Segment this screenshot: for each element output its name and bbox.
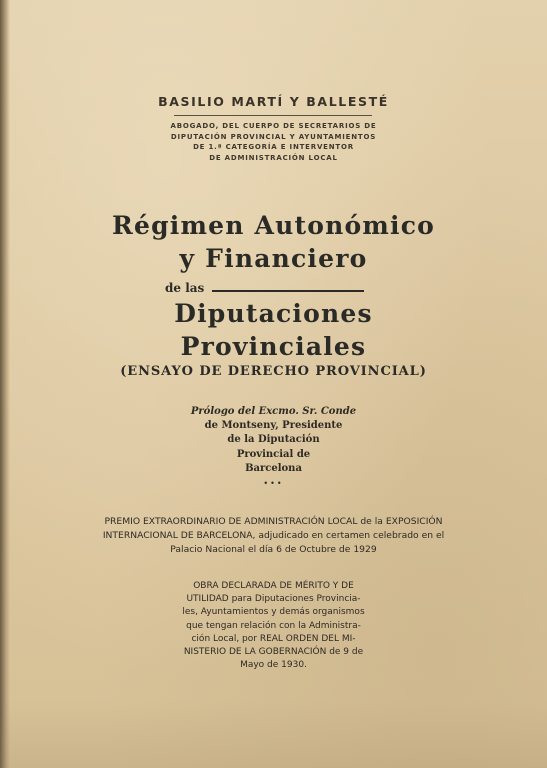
subtitle: (ENSAYO DE DERECHO PROVINCIAL)	[120, 364, 427, 379]
prologue-line: de Montseny, Presidente	[204, 420, 343, 432]
author-divider	[174, 115, 372, 116]
award-line: PREMIO EXTRAORDINARIO DE ADMINISTRACIÓN LOCAL de la EXPOSICIÓN	[104, 516, 443, 527]
prologue-credit	[0, 405, 547, 476]
prologue-line: Provincial de	[236, 448, 311, 460]
author-credentials	[0, 121, 547, 163]
title-line-2: y Financiero	[179, 244, 368, 273]
author-name: BASILIO MARTÍ Y BALLESTÉ	[158, 94, 389, 109]
merit-line: que tengan relación con la Administra-	[186, 620, 361, 631]
merit-line: ción Local, por REAL ORDEN DEL MI-	[191, 633, 356, 644]
credentials-line: ABOGADO, DEL CUERPO DE SECRETARIOS DE	[170, 122, 377, 130]
title-connector: de las	[165, 281, 205, 295]
merit-line: les, Ayuntamientos y demás organismos	[182, 607, 365, 618]
title-line-1: Régimen Autonómico	[112, 211, 435, 240]
prologue-line: de la Diputación	[227, 434, 320, 446]
title-line-4: Provinciales	[180, 332, 367, 361]
merit-line: Mayo de 1930.	[240, 660, 307, 671]
award-line: Palacio Nacional el día 6 de Octubre de 1929	[170, 544, 377, 555]
prologue-line: Barcelona	[245, 462, 302, 474]
merit-line: NISTERIO DE LA GOBERNACIÓN de 9 de	[183, 647, 364, 658]
credentials-line: DE 1.ª CATEGORÍA E INTERVENTOR	[193, 143, 354, 151]
credentials-line: DE ADMINISTRACIÓN LOCAL	[209, 153, 338, 162]
ornament-dots: •••	[263, 479, 284, 488]
award-line: INTERNACIONAL DE BARCELONA, adjudicado en certamen celebrado en el	[102, 530, 445, 541]
prologue-line: Prólogo del Excmo. Sr. Conde	[190, 406, 357, 417]
title-connector-rule	[212, 290, 364, 292]
merit-declaration	[0, 580, 547, 672]
title-line-3: Diputaciones	[174, 299, 373, 328]
credentials-line: DIPUTACIÓN PROVINCIAL Y AYUNTAMIENTOS	[170, 132, 377, 141]
award-notice	[0, 515, 547, 557]
merit-line: OBRA DECLARADA DE MÉRITO Y DE	[193, 581, 354, 591]
merit-line: UTILIDAD para Diputaciones Provincia-	[186, 594, 361, 605]
paper-wear	[0, 700, 547, 768]
